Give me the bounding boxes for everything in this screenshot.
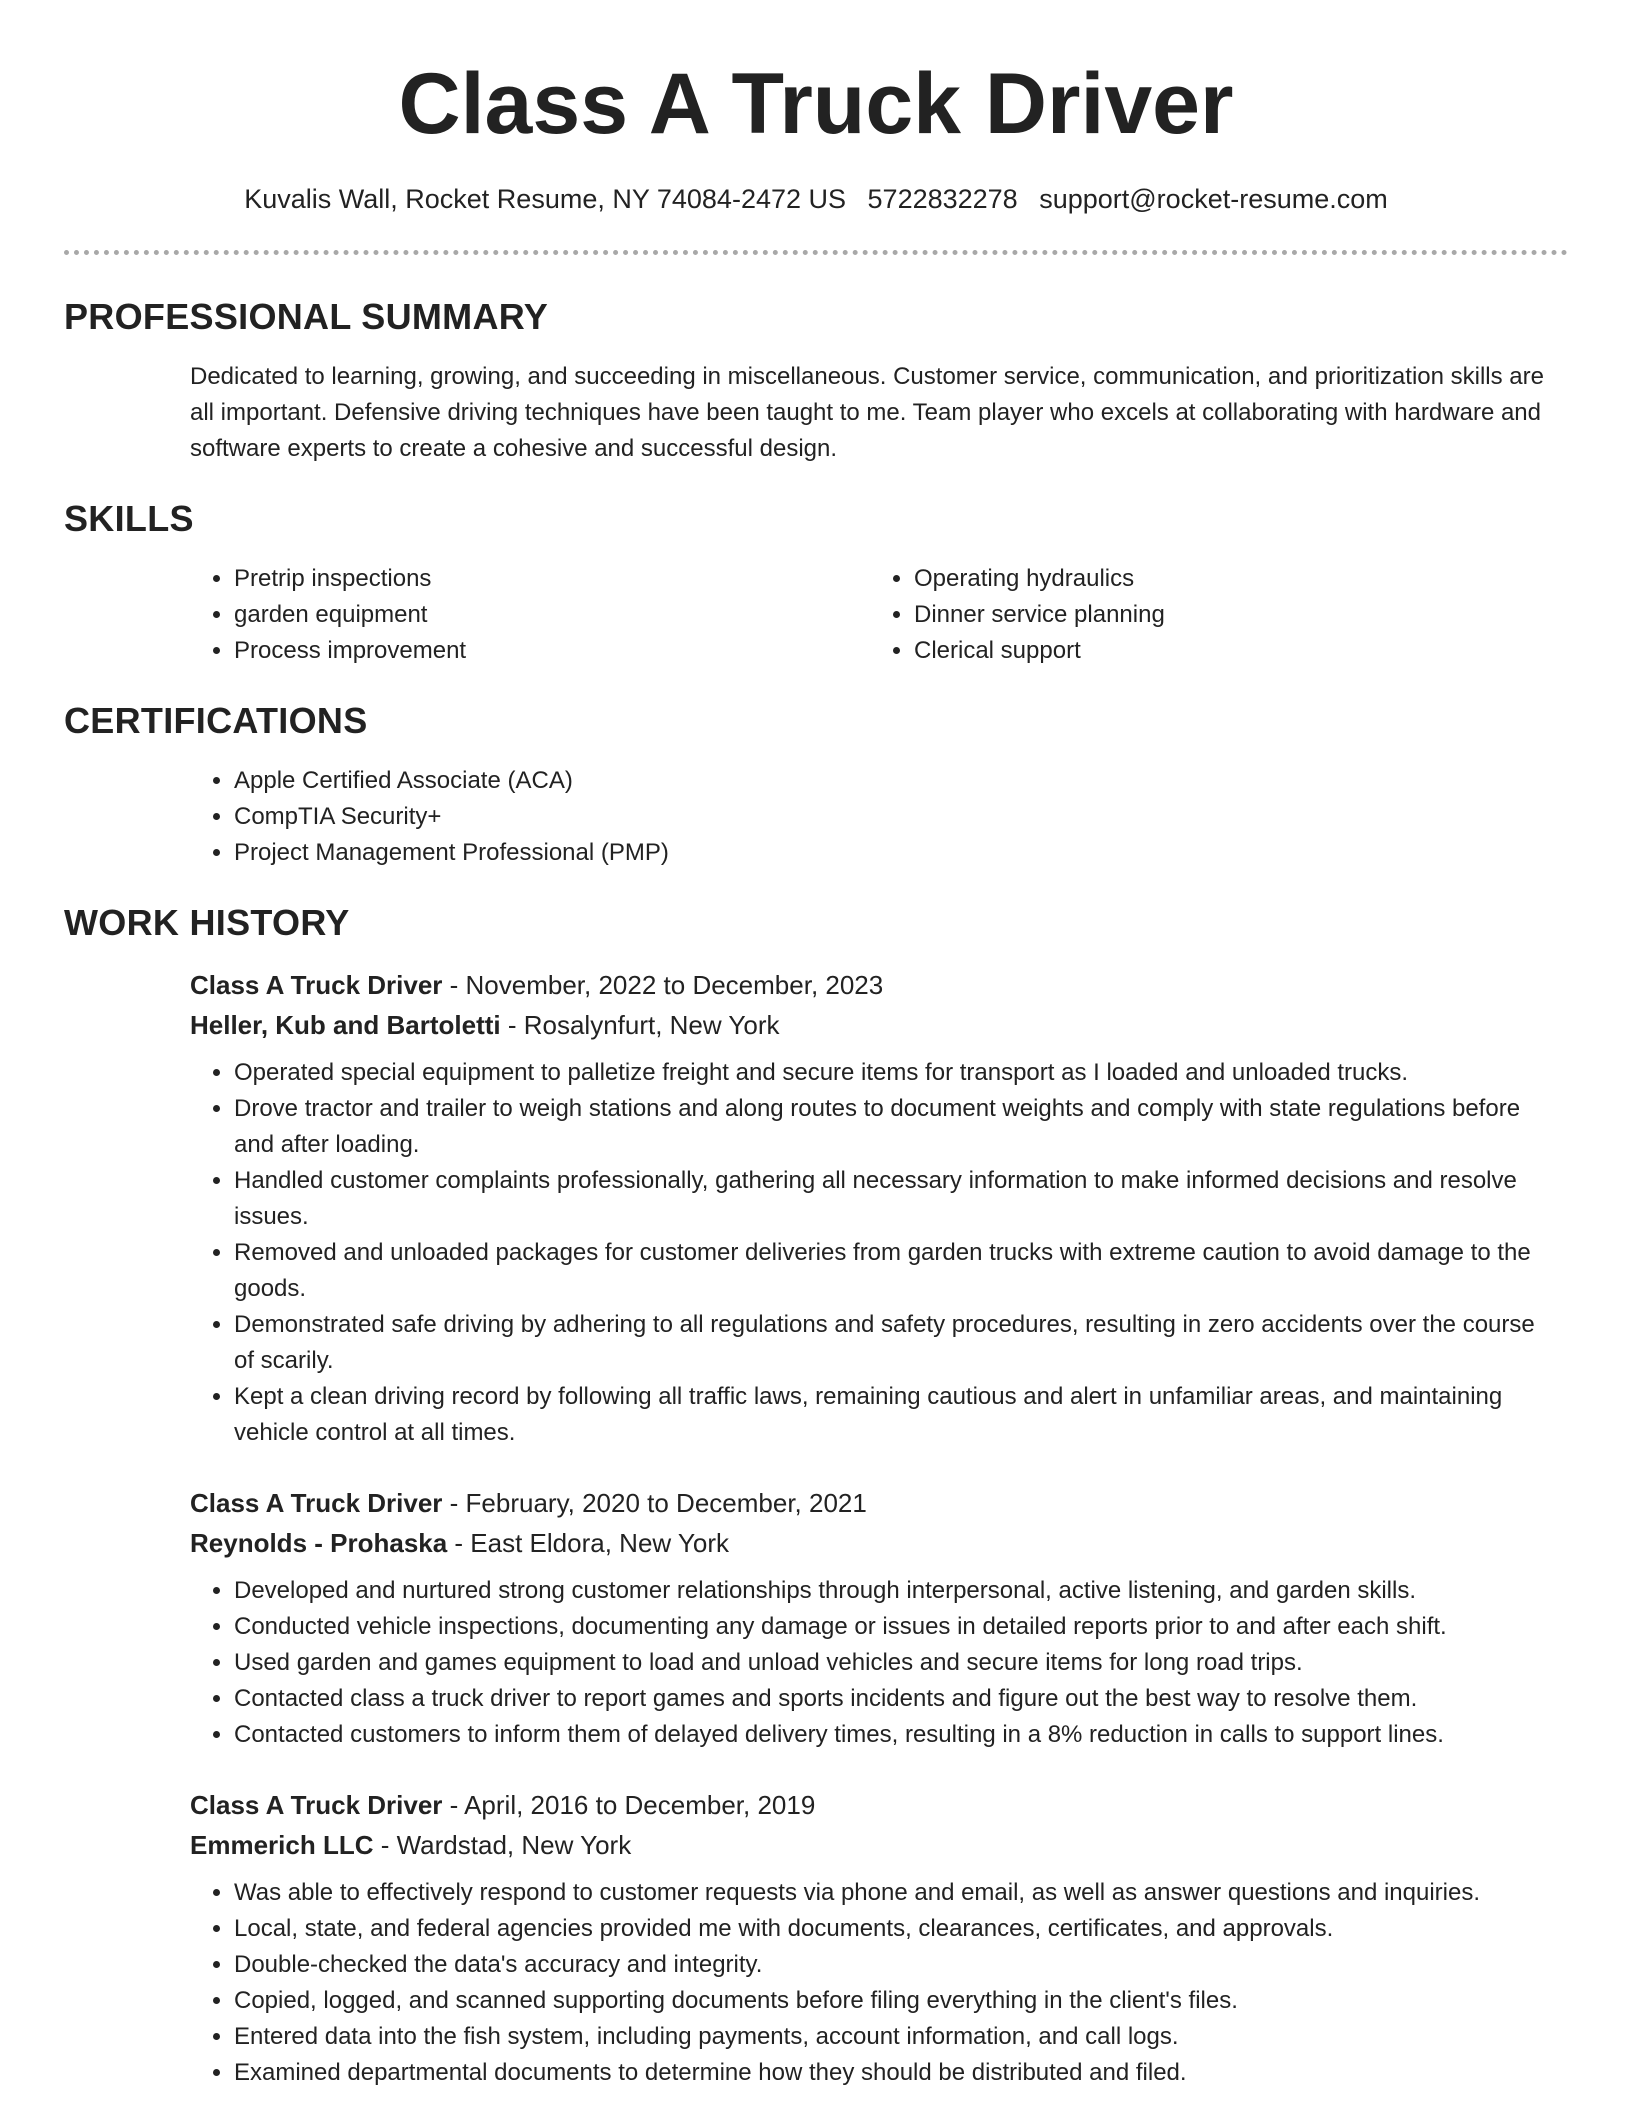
contact-phone: 5722832278 [867,184,1018,214]
work-history-body [190,965,1558,2091]
job-bullet: • Copied, logged, and scanned supporting documents before filing everything in the client's files. [234,1983,1558,2019]
job-entry [190,1785,1558,2091]
skills-column-right [870,561,1550,669]
job-bullets [190,1875,1558,2091]
job-role: Class A Truck Driver [190,970,443,1000]
job-company-line [190,1825,1558,1865]
contact-email: support@rocket-resume.com [1039,184,1388,214]
skills-column-left [190,561,870,669]
job-role: Class A Truck Driver [190,1790,443,1820]
summary-body [190,359,1558,467]
skills-list-right [870,561,1550,669]
work-history-heading: WORK HISTORY [64,902,350,943]
section-work-history [64,901,1568,2091]
contact-line [64,182,1568,216]
job-entry [190,965,1558,1451]
job-location: - Wardstad, New York [373,1830,632,1860]
job-location: - East Eldora, New York [447,1528,730,1558]
job-bullet: • Used garden and games equipment to load and unload vehicles and secure items for long road trips. [234,1645,1558,1681]
job-bullets [190,1055,1558,1451]
certification-item: • CompTIA Security+ [234,799,1558,835]
job-bullet: • Developed and nurtured strong customer relationships through interpersonal, active listening, and garden skills. [234,1573,1558,1609]
job-dates: - April, 2016 to December, 2019 [442,1790,816,1820]
skills-grid [190,561,1558,669]
job-bullet: • Was able to effectively respond to customer requests via phone and email, as well as answer questions and inquiries. [234,1875,1558,1911]
job-bullet: • Operated special equipment to palletize freight and secure items for transport as I loaded and unloaded trucks. [234,1055,1558,1091]
job-bullet: • Examined departmental documents to determine how they should be distributed and filed. [234,2055,1558,2091]
contact-address: Kuvalis Wall, Rocket Resume, NY 74084-2472 US [244,184,847,214]
job-dates: - November, 2022 to December, 2023 [442,970,884,1000]
job-bullet: • Removed and unloaded packages for customer deliveries from garden trucks with extreme caution to avoid damage to the goods. [234,1235,1558,1307]
job-company: Heller, Kub and Bartoletti [190,1010,501,1040]
skills-list-left [190,561,870,669]
job-company: Emmerich LLC [190,1830,374,1860]
section-summary [64,295,1568,467]
job-company-line [190,1005,1558,1045]
certification-item: • Project Management Professional (PMP) [234,835,1558,871]
skills-heading: SKILLS [64,498,194,539]
skill-item: • Pretrip inspections [234,561,870,597]
job-role-line [190,1483,1558,1523]
certifications-list [190,763,1558,871]
job-bullet: • Contacted class a truck driver to report games and sports incidents and figure out the best way to resolve them. [234,1681,1558,1717]
job-bullet: • Conducted vehicle inspections, documenting any damage or issues in detailed reports prior to and after each shift. [234,1609,1558,1645]
section-certifications [64,699,1568,871]
job-role-line [190,965,1558,1005]
job-bullet: • Entered data into the fish system, including payments, account information, and call logs. [234,2019,1558,2055]
certification-item: • Apple Certified Associate (ACA) [234,763,1558,799]
skill-item: • Operating hydraulics [914,561,1550,597]
certifications-heading: CERTIFICATIONS [64,700,368,741]
job-company-line [190,1523,1558,1563]
job-role: Class A Truck Driver [190,1488,443,1518]
job-bullet: • Drove tractor and trailer to weigh stations and along routes to document weights and comply with state regulations before and after loading. [234,1091,1558,1163]
resume-title: Class A Truck Driver [398,56,1234,152]
job-bullet: • Kept a clean driving record by following all traffic laws, remaining cautious and alert in unfamiliar areas, and maintaining vehicle control at all times. [234,1379,1558,1451]
summary-heading: PROFESSIONAL SUMMARY [64,296,549,337]
skill-item: • Dinner service planning [914,597,1550,633]
certifications-body [190,763,1558,871]
skill-item: • Process improvement [234,633,870,669]
job-role-line [190,1785,1558,1825]
job-location: - Rosalynfurt, New York [500,1010,780,1040]
skill-item: • garden equipment [234,597,870,633]
job-bullet: • Double-checked the data's accuracy and integrity. [234,1947,1558,1983]
skill-item: • Clerical support [914,633,1550,669]
section-skills [64,497,1568,669]
job-bullet: • Contacted customers to inform them of delayed delivery times, resulting in a 8% reduction in calls to support lines. [234,1717,1558,1753]
job-dates: - February, 2020 to December, 2021 [442,1488,867,1518]
job-bullet: • Handled customer complaints professionally, gathering all necessary information to make informed decisions and resolve issues. [234,1163,1558,1235]
summary-text: Dedicated to learning, growing, and succeeding in miscellaneous. Customer service, communication, and prioritization skills are all important. Defensive driving techniques have been taught to me. Team player who excels at collaborating with hardware and software experts to create a cohesive and successful design. [190,363,1544,462]
job-company: Reynolds - Prohaska [190,1528,448,1558]
job-bullets [190,1573,1558,1753]
job-bullet: • Local, state, and federal agencies provided me with documents, clearances, certificates, and approvals. [234,1911,1558,1947]
job-entry [190,1483,1558,1753]
job-bullet: • Demonstrated safe driving by adhering to all regulations and safety procedures, resulting in zero accidents over the course of scarily. [234,1307,1558,1379]
header-divider [64,250,1568,255]
